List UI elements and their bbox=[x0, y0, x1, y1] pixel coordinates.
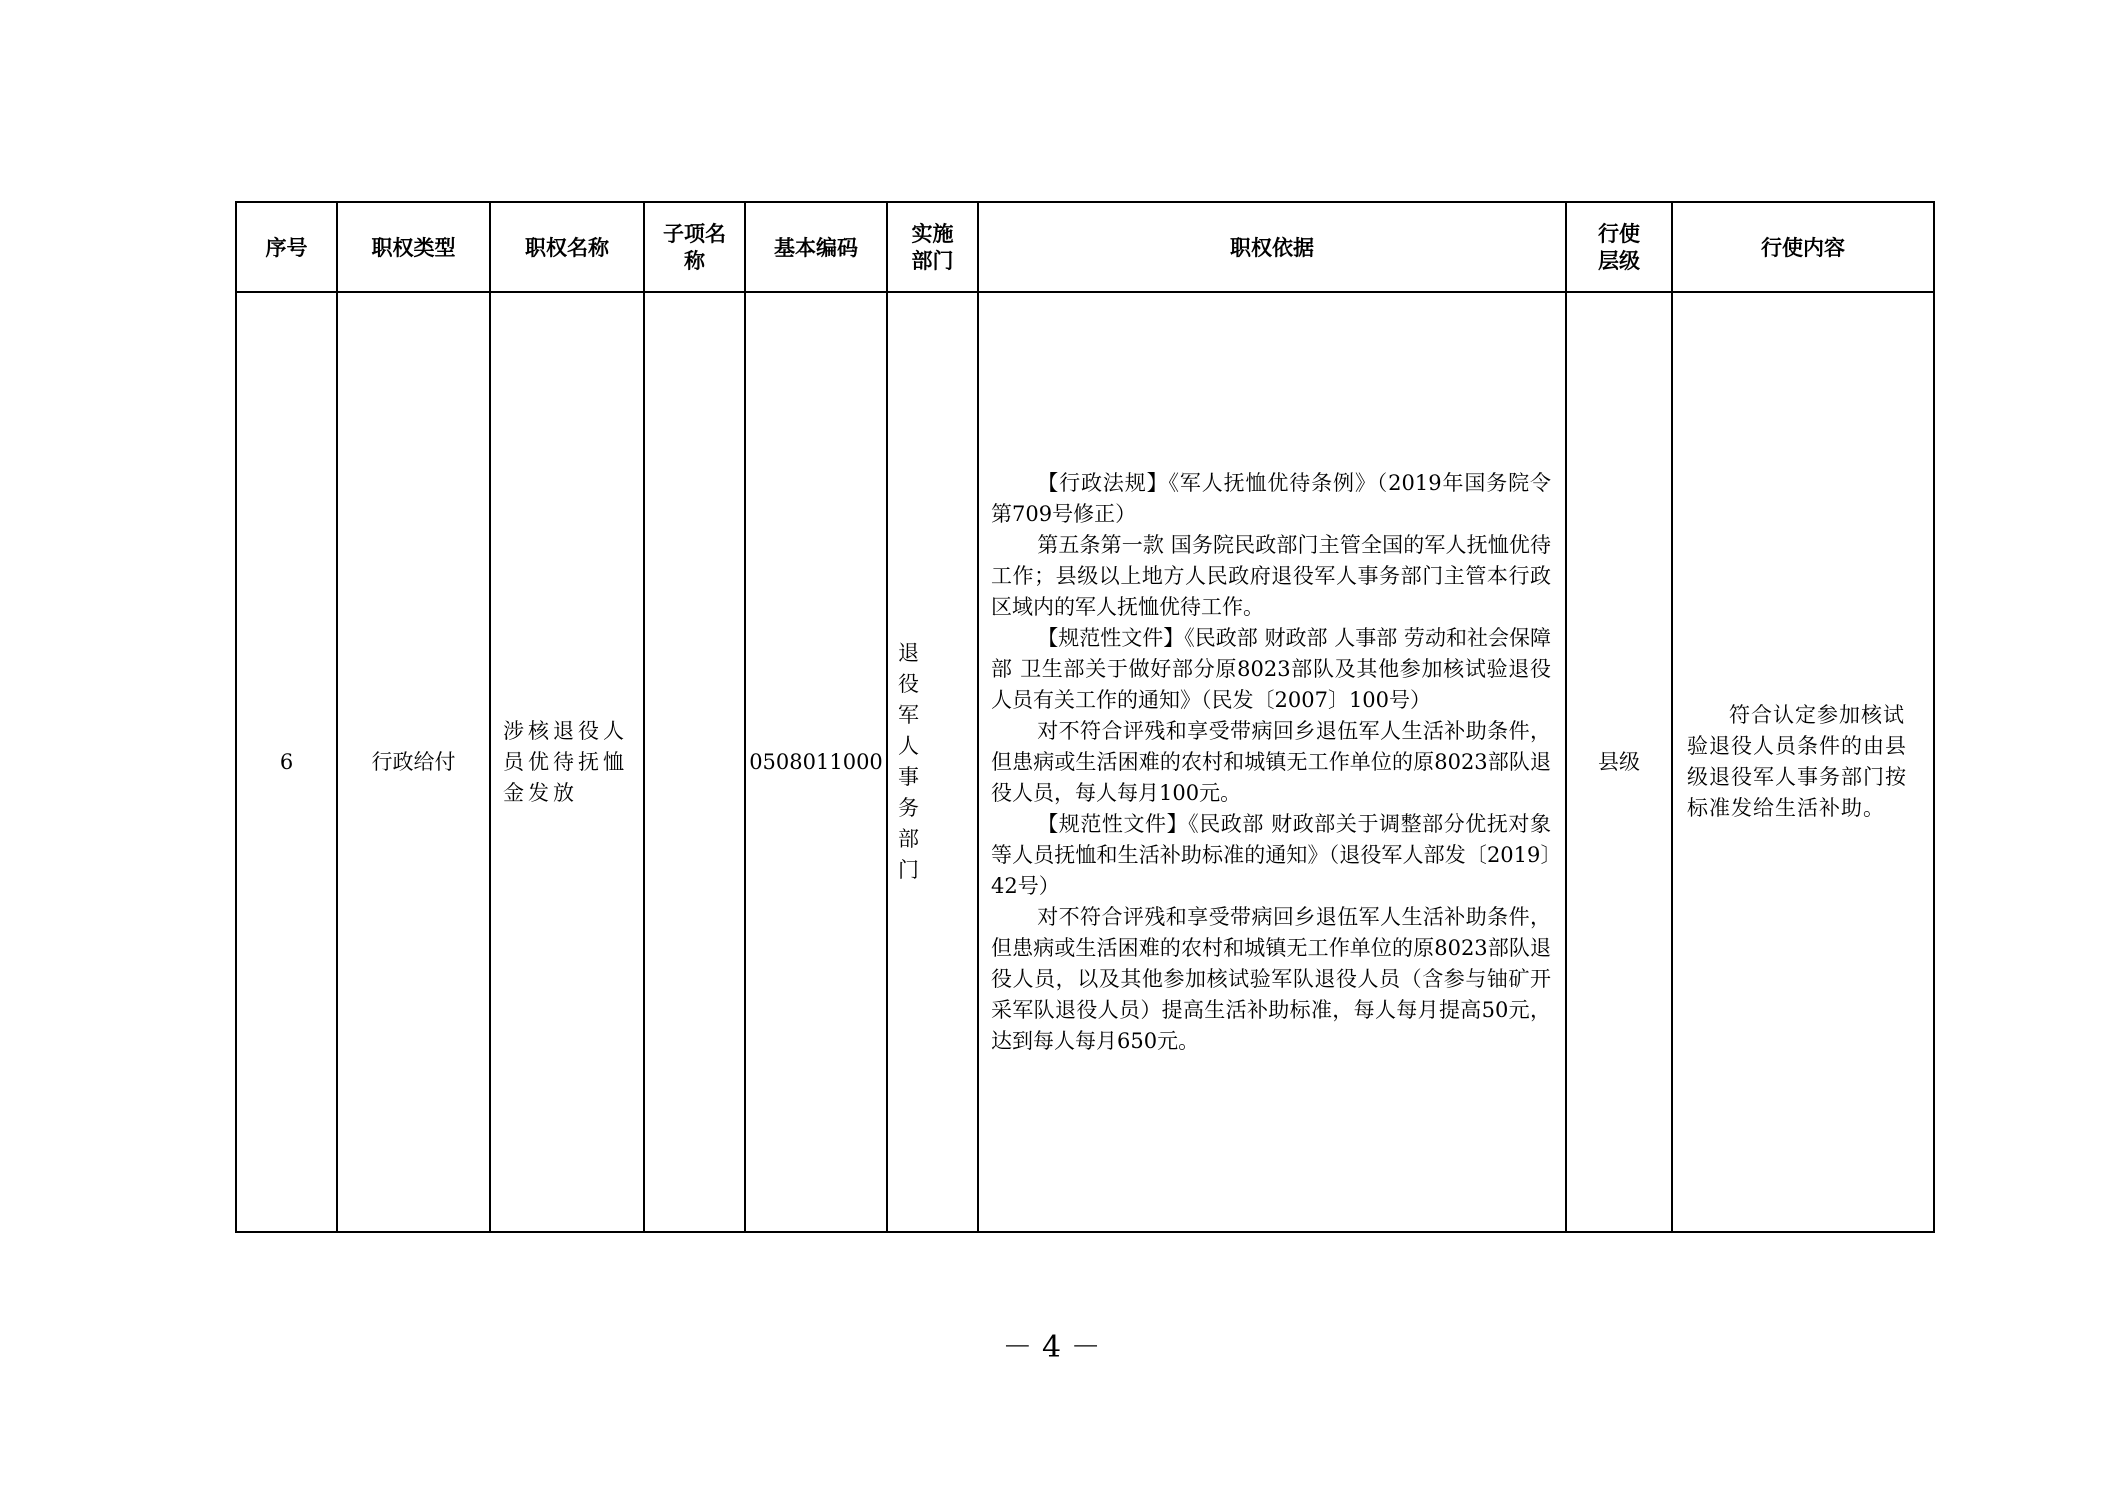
cell-sub-item bbox=[644, 292, 745, 1232]
cell-seq: 6 bbox=[236, 292, 337, 1232]
header-name: 职权名称 bbox=[490, 202, 644, 292]
cell-content bbox=[1672, 292, 1934, 1232]
content-paragraph: 符合认定参加核试验退役人员条件的由县级退役军人事务部门按标准发给生活补助。 bbox=[1687, 703, 1907, 820]
basis-paragraph: 第五条第一款 国务院民政部门主管全国的军人抚恤优待工作；县级以上地方人民政府退役军人事务部门主管本行政区域内的军人抚恤优待工作。 bbox=[991, 532, 1551, 619]
basis-paragraph: 【规范性文件】《民政部 财政部 人事部 劳动和社会保障部 卫生部关于做好部分原8023部队及其他参加核试验退役人员有关工作的通知》（民发〔2007〕100号） bbox=[991, 625, 1551, 712]
basis-paragraph: 【行政法规】《军人抚恤优待条例》（2019年国务院令第709号修正） bbox=[991, 470, 1551, 526]
header-code: 基本编码 bbox=[745, 202, 887, 292]
header-seq: 序号 bbox=[236, 202, 337, 292]
header-type: 职权类型 bbox=[337, 202, 490, 292]
cell-code: 0508011000 bbox=[745, 292, 887, 1232]
table-header-row bbox=[236, 202, 1934, 292]
header-basis: 职权依据 bbox=[978, 202, 1566, 292]
header-content: 行使内容 bbox=[1672, 202, 1934, 292]
basis-paragraph: 对不符合评残和享受带病回乡退伍军人生活补助条件，但患病或生活困难的农村和城镇无工作单位的原8023部队退役人员，以及其他参加核试验军队退役人员（含参与铀矿开采军队退役人员）提高生活补助标准，每人每月提高50元，达到每人每月650元。 bbox=[991, 904, 1551, 1053]
cell-department: 退役军人事务部门 bbox=[887, 292, 978, 1232]
basis-paragraph: 【规范性文件】《民政部 财政部关于调整部分优抚对象等人员抚恤和生活补助标准的通知》（退役军人部发〔2019〕42号） bbox=[991, 811, 1551, 898]
cell-basis bbox=[978, 292, 1566, 1232]
cell-type: 行政给付 bbox=[337, 292, 490, 1232]
header-level: 行使层级 bbox=[1566, 202, 1672, 292]
header-department: 实施部门 bbox=[887, 202, 978, 292]
header-sub-item: 子项名称 bbox=[644, 202, 745, 292]
basis-paragraph: 对不符合评残和享受带病回乡退伍军人生活补助条件，但患病或生活困难的农村和城镇无工作单位的原8023部队退役人员，每人每月100元。 bbox=[991, 718, 1551, 805]
page-number: － 4 － bbox=[1002, 1330, 1101, 1365]
cell-name: 涉核退役人员优待抚恤金发放 bbox=[490, 292, 644, 1232]
table-row bbox=[236, 292, 1934, 1232]
power-list-table bbox=[235, 201, 1935, 1233]
cell-level: 县级 bbox=[1566, 292, 1672, 1232]
